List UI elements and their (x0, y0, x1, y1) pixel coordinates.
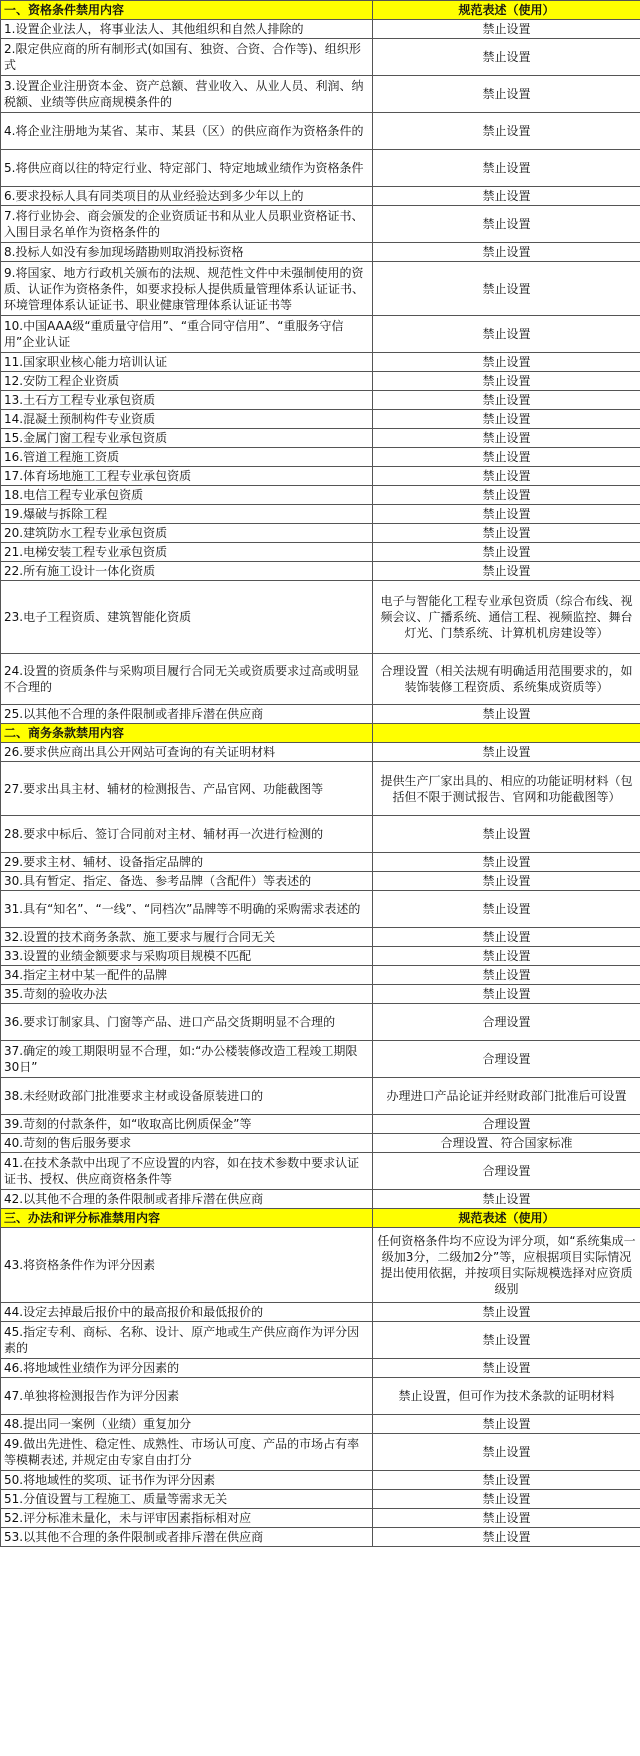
table-row (1, 1228, 640, 1303)
table-row (1, 562, 640, 581)
table-row (1, 1509, 640, 1528)
table-row (1, 872, 640, 891)
table-row (1, 1359, 640, 1378)
condition-cell: 41.在技术条款中出现了不应设置的内容，如在技术参数中要求认证证书、授权、供应商资格条件等 (1, 1153, 373, 1190)
condition-cell: 5.将供应商以往的特定行业、特定部门、特定地域业绩作为资格条件 (1, 150, 373, 187)
norm-expression-cell: 合理设置（相关法规有明确适用范围要求的，如装饰装修工程资质、系统集成资质等） (373, 654, 640, 705)
norm-expression-cell: 禁止设置 (373, 524, 640, 543)
condition-cell: 21.电梯安装工程专业承包资质 (1, 543, 373, 562)
condition-cell: 38.未经财政部门批准要求主材或设备原装进口的 (1, 1078, 373, 1115)
norm-expression-cell: 禁止设置 (373, 150, 640, 187)
section-title: 三、办法和评分标准禁用内容 (1, 1209, 373, 1228)
condition-cell: 44.设定去掉最后报价中的最高报价和最低报价的 (1, 1303, 373, 1322)
norm-expression-cell: 禁止设置 (373, 872, 640, 891)
section-header-row (1, 1209, 640, 1228)
table-row (1, 654, 640, 705)
norm-expression-cell: 禁止设置 (373, 467, 640, 486)
norm-expression-cell: 禁止设置 (373, 372, 640, 391)
norm-expression-cell: 合理设置 (373, 1115, 640, 1134)
table-row (1, 316, 640, 353)
norm-expression-cell: 禁止设置 (373, 1415, 640, 1434)
condition-cell: 51.分值设置与工程施工、质量等需求无关 (1, 1490, 373, 1509)
table-row (1, 1415, 640, 1434)
table-row (1, 429, 640, 448)
section-header-row (1, 1, 640, 20)
norm-expression-cell: 合理设置 (373, 1041, 640, 1078)
table-row (1, 448, 640, 467)
condition-cell: 50.将地域性的奖项、证书作为评分因素 (1, 1471, 373, 1490)
condition-cell: 42.以其他不合理的条件限制或者排斥潜在供应商 (1, 1190, 373, 1209)
table-row (1, 891, 640, 928)
table-row (1, 1434, 640, 1471)
table-row (1, 1322, 640, 1359)
condition-cell: 36.要求订制家具、门窗等产品、进口产品交货期明显不合理的 (1, 1004, 373, 1041)
norm-expression-cell: 禁止设置 (373, 947, 640, 966)
norm-expression-cell: 禁止设置 (373, 1509, 640, 1528)
table-row (1, 187, 640, 206)
condition-cell: 4.将企业注册地为某省、某市、某县（区）的供应商作为资格条件的 (1, 113, 373, 150)
table-row (1, 486, 640, 505)
table-row (1, 947, 640, 966)
norm-expression-cell: 禁止设置 (373, 243, 640, 262)
table-row (1, 76, 640, 113)
condition-cell: 20.建筑防水工程专业承包资质 (1, 524, 373, 543)
table-row (1, 928, 640, 947)
condition-cell: 29.要求主材、辅材、设备指定品牌的 (1, 853, 373, 872)
condition-cell: 34.指定主材中某一配件的品牌 (1, 966, 373, 985)
condition-cell: 39.苛刻的付款条件，如“收取高比例质保金”等 (1, 1115, 373, 1134)
norm-expression-cell: 禁止设置 (373, 448, 640, 467)
table-row (1, 1490, 640, 1509)
norm-expression-cell: 禁止设置 (373, 853, 640, 872)
table-row (1, 1378, 640, 1415)
table-row (1, 1041, 640, 1078)
norm-expression-cell: 禁止设置 (373, 39, 640, 76)
condition-cell: 24.设置的资质条件与采购项目履行合同无关或资质要求过高或明显不合理的 (1, 654, 373, 705)
norm-expression-cell: 禁止设置 (373, 486, 640, 505)
table-row (1, 1153, 640, 1190)
table-row (1, 1303, 640, 1322)
table-row (1, 505, 640, 524)
condition-cell: 33.设置的业绩金额要求与采购项目规模不匹配 (1, 947, 373, 966)
rules-table-body (1, 1, 640, 1547)
condition-cell: 31.具有“知名”、“一线”、“同档次”品牌等不明确的采购需求表述的 (1, 891, 373, 928)
section-header-row (1, 724, 640, 743)
condition-cell: 1.设置企业法人，将事业法人、其他组织和自然人排除的 (1, 20, 373, 39)
condition-cell: 48.提出同一案例（业绩）重复加分 (1, 1415, 373, 1434)
norm-expression-cell: 禁止设置 (373, 705, 640, 724)
norm-expression-cell: 禁止设置 (373, 891, 640, 928)
condition-cell: 52.评分标准未量化，未与评审因素指标相对应 (1, 1509, 373, 1528)
norm-expression-cell: 禁止设置 (373, 353, 640, 372)
condition-cell: 47.单独将检测报告作为评分因素 (1, 1378, 373, 1415)
section-title: 一、资格条件禁用内容 (1, 1, 373, 20)
norm-expression-cell: 禁止设置 (373, 1490, 640, 1509)
norm-expression-cell: 办理进口产品论证并经财政部门批准后可设置 (373, 1078, 640, 1115)
norm-expression-cell: 禁止设置 (373, 743, 640, 762)
table-row (1, 705, 640, 724)
table-row (1, 762, 640, 816)
table-row (1, 1078, 640, 1115)
norm-expression-cell: 提供生产厂家出具的、相应的功能证明材料（包括但不限于测试报告、官网和功能截图等） (373, 762, 640, 816)
table-row (1, 1528, 640, 1547)
table-row (1, 1134, 640, 1153)
condition-cell: 45.指定专利、商标、名称、设计、原产地或生产供应商作为评分因素的 (1, 1322, 373, 1359)
table-row (1, 985, 640, 1004)
norm-expression-cell: 禁止设置 (373, 505, 640, 524)
condition-cell: 13.土石方工程专业承包资质 (1, 391, 373, 410)
norm-expression-cell: 禁止设置 (373, 1303, 640, 1322)
table-row (1, 39, 640, 76)
condition-cell: 14.混凝土预制构件专业资质 (1, 410, 373, 429)
table-row (1, 1115, 640, 1134)
table-row (1, 243, 640, 262)
condition-cell: 30.具有暂定、指定、备选、参考品牌（含配件）等表述的 (1, 872, 373, 891)
table-row (1, 1471, 640, 1490)
condition-cell: 12.安防工程企业资质 (1, 372, 373, 391)
table-row (1, 372, 640, 391)
table-row (1, 150, 640, 187)
condition-cell: 40.苛刻的售后服务要求 (1, 1134, 373, 1153)
section-header-note: 规范表述（使用） (373, 1, 640, 20)
norm-expression-cell: 禁止设置，但可作为技术条款的证明材料 (373, 1378, 640, 1415)
condition-cell: 27.要求出具主材、辅材的检测报告、产品官网、功能截图等 (1, 762, 373, 816)
norm-expression-cell: 禁止设置 (373, 562, 640, 581)
condition-cell: 8.投标人如没有参加现场踏勘则取消投标资格 (1, 243, 373, 262)
table-row (1, 20, 640, 39)
condition-cell: 10.中国AAA级“重质量守信用”、“重合同守信用”、“重服务守信用”企业认证 (1, 316, 373, 353)
condition-cell: 37.确定的竣工期限明显不合理，如:“办公楼装修改造工程竣工期限30日” (1, 1041, 373, 1078)
condition-cell: 3.设置企业注册资本金、资产总额、营业收入、从业人员、利润、纳税额、业绩等供应商规模条件的 (1, 76, 373, 113)
table-row (1, 524, 640, 543)
norm-expression-cell: 禁止设置 (373, 1434, 640, 1471)
table-row (1, 743, 640, 762)
condition-cell: 22.所有施工设计一体化资质 (1, 562, 373, 581)
table-row (1, 467, 640, 486)
norm-expression-cell: 禁止设置 (373, 429, 640, 448)
table-row (1, 816, 640, 853)
norm-expression-cell: 禁止设置 (373, 206, 640, 243)
table-row (1, 262, 640, 316)
section-header-note: 规范表述（使用） (373, 1209, 640, 1228)
norm-expression-cell: 禁止设置 (373, 1322, 640, 1359)
condition-cell: 6.要求投标人具有同类项目的从业经验达到多少年以上的 (1, 187, 373, 206)
condition-cell: 28.要求中标后、签订合同前对主材、辅材再一次进行检测的 (1, 816, 373, 853)
condition-cell: 7.将行业协会、商会颁发的企业资质证书和从业人员职业资格证书、入围目录名单作为资格条件的 (1, 206, 373, 243)
table-row (1, 581, 640, 654)
table-row (1, 543, 640, 562)
condition-cell: 17.体育场地施工工程专业承包资质 (1, 467, 373, 486)
norm-expression-cell: 合理设置、符合国家标准 (373, 1134, 640, 1153)
section-title: 二、商务条款禁用内容 (1, 724, 373, 743)
norm-expression-cell: 禁止设置 (373, 1359, 640, 1378)
condition-cell: 2.限定供应商的所有制形式(如国有、独资、合资、合作等)、组织形式 (1, 39, 373, 76)
table-row (1, 391, 640, 410)
norm-expression-cell: 禁止设置 (373, 543, 640, 562)
condition-cell: 23.电子工程资质、建筑智能化资质 (1, 581, 373, 654)
norm-expression-cell: 禁止设置 (373, 928, 640, 947)
condition-cell: 32.设置的技术商务条款、施工要求与履行合同无关 (1, 928, 373, 947)
table-row (1, 410, 640, 429)
norm-expression-cell: 禁止设置 (373, 316, 640, 353)
condition-cell: 19.爆破与拆除工程 (1, 505, 373, 524)
condition-cell: 25.以其他不合理的条件限制或者排斥潜在供应商 (1, 705, 373, 724)
table-row (1, 966, 640, 985)
norm-expression-cell: 禁止设置 (373, 76, 640, 113)
norm-expression-cell: 合理设置 (373, 1004, 640, 1041)
norm-expression-cell: 禁止设置 (373, 187, 640, 206)
condition-cell: 26.要求供应商出具公开网站可查询的有关证明材料 (1, 743, 373, 762)
norm-expression-cell: 合理设置 (373, 1153, 640, 1190)
condition-cell: 9.将国家、地方行政机关颁布的法规、规范性文件中未强制使用的资质、认证作为资格条件，如要求投标人提供质量管理体系认证证书、环境管理体系认证证书、职业健康管理体系认证证书等 (1, 262, 373, 316)
norm-expression-cell: 禁止设置 (373, 985, 640, 1004)
norm-expression-cell: 禁止设置 (373, 1190, 640, 1209)
condition-cell: 46.将地域性业绩作为评分因素的 (1, 1359, 373, 1378)
norm-expression-cell: 电子与智能化工程专业承包资质（综合布线、视频会议、广播系统、通信工程、视频监控、舞台灯光、门禁系统、计算机机房建设等） (373, 581, 640, 654)
table-row (1, 206, 640, 243)
condition-cell: 35.苛刻的验收办法 (1, 985, 373, 1004)
condition-cell: 49.做出先进性、稳定性、成熟性、市场认可度、产品的市场占有率等模糊表述, 并规定由专家自由打分 (1, 1434, 373, 1471)
table-row (1, 1190, 640, 1209)
section-header-note (373, 724, 640, 743)
norm-expression-cell: 禁止设置 (373, 1471, 640, 1490)
condition-cell: 43.将资格条件作为评分因素 (1, 1228, 373, 1303)
norm-expression-cell: 禁止设置 (373, 966, 640, 985)
table-row (1, 113, 640, 150)
norm-expression-cell: 禁止设置 (373, 816, 640, 853)
condition-cell: 16.管道工程施工资质 (1, 448, 373, 467)
condition-cell: 15.金属门窗工程专业承包资质 (1, 429, 373, 448)
table-row (1, 853, 640, 872)
condition-cell: 11.国家职业核心能力培训认证 (1, 353, 373, 372)
table-row (1, 353, 640, 372)
norm-expression-cell: 禁止设置 (373, 262, 640, 316)
norm-expression-cell: 任何资格条件均不应设为评分项，如“系统集成一级加3分，二级加2分”等，应根据项目实际情况提出使用依据，并按项目实际规模选择对应资质级别 (373, 1228, 640, 1303)
norm-expression-cell: 禁止设置 (373, 20, 640, 39)
table-row (1, 1004, 640, 1041)
condition-cell: 18.电信工程专业承包资质 (1, 486, 373, 505)
norm-expression-cell: 禁止设置 (373, 391, 640, 410)
condition-cell: 53.以其他不合理的条件限制或者排斥潜在供应商 (1, 1528, 373, 1547)
norm-expression-cell: 禁止设置 (373, 410, 640, 429)
norm-expression-cell: 禁止设置 (373, 1528, 640, 1547)
norm-expression-cell: 禁止设置 (373, 113, 640, 150)
